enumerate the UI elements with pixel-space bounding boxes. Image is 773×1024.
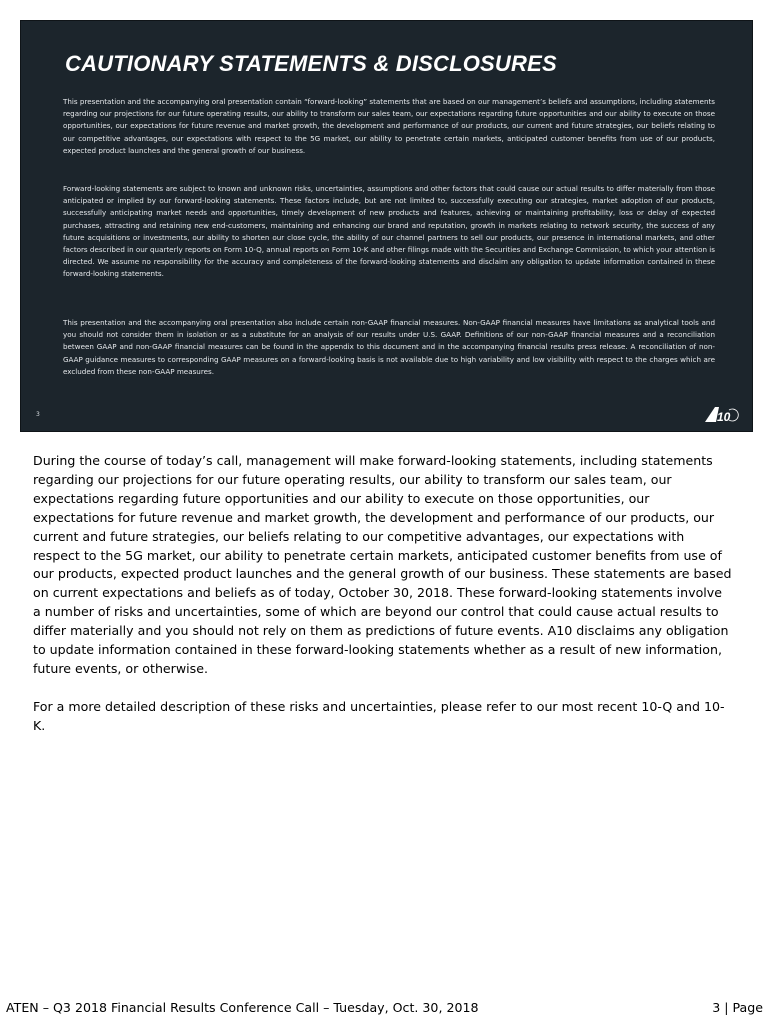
a10-logo-icon	[703, 405, 743, 425]
notes-paragraph: During the course of today’s call, management will make forward-looking statements, including statements regarding our projections for our future operating results, our ability to transform our sales team, our expectations regarding future opportunities and our ability to execute on those opportunities, our expectations for future revenue and market growth, the development and performance of our products, our current and future strategies, our beliefs relating to our competitive advantages, our expectations with respect to the 5G market, our ability to penetrate certain markets, anticipated customer benefits from use of our products, expected product launches and the general growth of our business. These statements are based on current expectations and beliefs as of today, October 30, 2018. These forward-looking statements involve a number of risks and uncertainties, some of which are beyond our control that could cause actual results to differ materially and you should not rely on them as predictions of future events. A10 disclaims any obligation to update information contained in these forward-looking statements whether as a result of new information, future events, or otherwise.	[33, 453, 732, 676]
slide-title: CAUTIONARY STATEMENTS & DISCLOSURES	[65, 51, 557, 76]
footer-page-number: 3 | Page	[712, 1000, 763, 1015]
footer-title: ATEN – Q3 2018 Financial Results Conference Call – Tuesday, Oct. 30, 2018	[6, 1000, 479, 1015]
svg-text:10: 10	[717, 410, 731, 424]
slide-paragraph-forward-looking: This presentation and the accompanying oral presentation contain “forward-looking” statements that are based on our management’s beliefs and assumptions, including statements regarding our projections for our future operating results, our ability to transform our sales team, our expectations regarding future opportunities and our ability to execute on those opportunities, our expectations for future revenue and market growth, the development and performance of our products, our current and future strategies, our beliefs relating to our competitive advantages, our expectations with respect to the 5G market, our ability to penetrate certain markets, anticipated customer benefits from use of our products, expected product launches and the general growth of our business.	[63, 97, 715, 155]
speaker-notes	[33, 452, 733, 755]
slide-paragraph-non-gaap: This presentation and the accompanying oral presentation also include certain non-GAAP financial measures. Non-GAAP financial measures have limitations as analytical tools and you should not consider them in isolation or as a substitute for an analysis of our results under U.S. GAAP. Definitions of our non-GAAP financial measures and a reconciliation between GAAP and non-GAAP financial measures can be found in the appendix to this document and in the accompanying financial results press release. A reconciliation of non-GAAP guidance measures to corresponding GAAP measures on a forward-looking basis is not available due to high variability and low visibility with respect to the charges which are excluded from these non-GAAP measures.	[63, 318, 715, 376]
notes-paragraph: For a more detailed description of these risks and uncertainties, please refer to our most recent 10-Q and 10-K.	[33, 698, 725, 733]
slide-paragraph-risk-factors: Forward-looking statements are subject to known and unknown risks, uncertainties, assumptions and other factors that could cause our actual results to differ materially from those anticipated or implied by our forward-looking statements. These factors include, but are not limited to, successfully executing our strategies, market adoption of our products, successfully anticipating market needs and opportunities, timely development of new products and features, achieving or maintaining profitability, loss or delay of expected purchases, attracting and retaining new end-customers, maintaining and enhancing our brand and reputation, growth in markets relating to network security, the success of any future acquisitions or investments, our ability to shorten our close cycle, the ability of our channel partners to sell our products, our presence in international markets, and other factors described in our quarterly reports on Form 10-Q, annual reports on Form 10-K and other filings made with the Securities and Exchange Commission, to which your attention is directed. We assume no responsibility for the accuracy and completeness of the forward-looking statements and disclaim any obligation to update information contained in these forward-looking statements.	[63, 184, 715, 279]
slide-number: 3	[36, 411, 40, 418]
slide-panel	[20, 20, 753, 432]
